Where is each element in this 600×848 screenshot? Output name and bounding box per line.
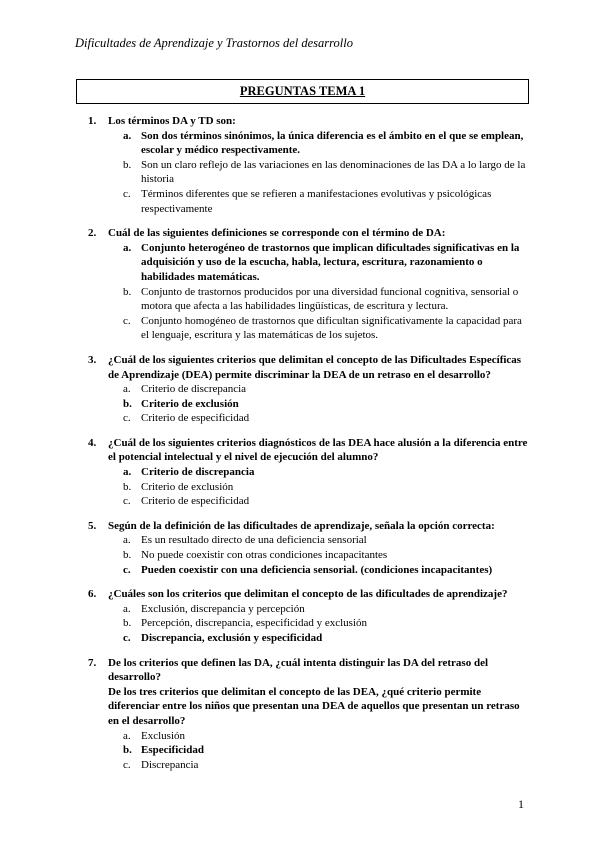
option-list xyxy=(108,533,528,577)
question-item xyxy=(88,519,528,577)
option-item xyxy=(108,494,528,509)
option-text: Criterio de discrepancia xyxy=(141,383,247,396)
option-text: Términos diferentes que se refieren a manifestaciones evolutivas y psicológicas respectivamente xyxy=(141,187,492,215)
option-text: Criterio de especificidad xyxy=(141,412,250,425)
option-list xyxy=(108,729,528,773)
option-text: Conjunto homogéneo de trastornos que dificultan significativamente la capacidad para el lenguaje, escritura y las matemáticas de los sujetos. xyxy=(141,314,522,342)
option-item xyxy=(108,533,528,548)
option-letter: b. xyxy=(123,397,132,410)
question-text: Según de la definición de las dificultades de aprendizaje, señala la opción correcta: xyxy=(108,519,495,532)
question-body xyxy=(108,436,528,509)
option-text: No puede coexistir con otras condiciones incapacitantes xyxy=(141,549,388,562)
question-body xyxy=(108,353,528,426)
option-text: Son un claro reflejo de las variaciones en las denominaciones de las DA a lo largo de la historia xyxy=(141,158,526,186)
question-number: 5. xyxy=(88,519,97,532)
page-title: PREGUNTAS TEMA 1 xyxy=(239,84,366,98)
question-item xyxy=(88,353,528,426)
option-text: Percepción, discrepancia, especificidad y exclusión xyxy=(141,617,368,630)
question-number: 7. xyxy=(88,656,97,669)
question-number: 3. xyxy=(88,353,97,366)
option-letter: b. xyxy=(123,285,132,298)
question-item xyxy=(88,114,528,216)
option-text: Discrepancia xyxy=(141,758,199,771)
option-letter: b. xyxy=(123,617,132,630)
option-letter: a. xyxy=(123,729,131,742)
question-item xyxy=(88,587,528,645)
running-header: Dificultades de Aprendizaje y Trastornos del desarrollo xyxy=(75,36,354,50)
question-text: ¿Cuál de los siguientes criterios que delimitan el concepto de las Dificultades Específicas de Aprendizaje (DEA) permite discriminar la DEA de un retraso en el desarrollo? xyxy=(108,353,522,381)
correct-option xyxy=(108,129,528,158)
question-body xyxy=(108,587,528,645)
option-item xyxy=(108,285,528,314)
option-item xyxy=(108,616,528,631)
option-list xyxy=(108,602,528,646)
option-text: Es un resultado directo de una deficiencia sensorial xyxy=(141,534,367,547)
page-number: 1 xyxy=(518,797,524,811)
question-item xyxy=(88,226,528,343)
question-text-alt: De los tres criterios que delimitan el concepto de las DEA, ¿qué criterio permite diferenciar entre los niños que presentan una DEA de aquellos que presentan un retraso en el desarrollo? xyxy=(108,685,520,727)
option-text: Conjunto de trastornos producidos por una diversidad funcional cognitiva, sensorial o motora que afecta a las habilidades lingüísticas, de escritura y lectura. xyxy=(141,285,519,313)
question-number: 2. xyxy=(88,227,97,240)
question-text: ¿Cuál de los siguientes criterios diagnósticos de las DEA hace alusión a la diferencia entre el potencial intelectual y el nivel de ejecución del alumno? xyxy=(108,436,528,464)
option-text: Criterio de especificidad xyxy=(141,495,250,508)
option-item xyxy=(108,187,528,216)
option-letter: c. xyxy=(123,412,131,425)
option-text: Exclusión xyxy=(141,729,185,742)
option-text: Criterio de exclusión xyxy=(141,480,234,493)
option-text: Criterio de discrepancia xyxy=(141,466,255,479)
option-item xyxy=(108,729,528,744)
question-number: 1. xyxy=(88,115,97,127)
option-item xyxy=(108,158,528,187)
option-text: Discrepancia, exclusión y especificidad xyxy=(141,632,323,644)
option-text: Exclusión, discrepancia y percepción xyxy=(141,602,305,615)
option-letter: a. xyxy=(123,383,131,396)
question-item xyxy=(88,656,528,773)
correct-option xyxy=(108,743,528,758)
option-text: Pueden coexistir con una deficiencia sensorial. (condiciones incapacitantes) xyxy=(141,563,493,576)
option-item xyxy=(108,480,528,495)
question-text: Los términos DA y TD son: xyxy=(108,115,236,127)
option-text: Conjunto heterogéneo de trastornos que implican dificultades significativas en la adquisición y uso de la escucha, habla, lectura, escritura, razonamiento o habilidades matemáticas. xyxy=(141,241,520,283)
option-item xyxy=(108,602,528,617)
option-list xyxy=(108,129,528,217)
correct-option xyxy=(108,241,528,285)
option-letter: b. xyxy=(123,158,132,171)
question-number: 6. xyxy=(88,588,97,601)
option-letter: b. xyxy=(123,480,132,493)
option-letter: c. xyxy=(123,495,131,508)
question-body xyxy=(108,656,528,773)
option-letter: a. xyxy=(123,129,132,142)
option-letter: b. xyxy=(123,744,132,757)
option-list xyxy=(108,382,528,426)
question-body xyxy=(108,114,528,216)
question-item xyxy=(88,436,528,509)
option-text: Criterio de exclusión xyxy=(141,397,239,410)
option-letter: c. xyxy=(123,563,131,576)
correct-option xyxy=(108,397,528,412)
correct-option xyxy=(108,465,528,480)
option-letter: a. xyxy=(123,602,131,615)
option-list xyxy=(108,465,528,509)
title-box xyxy=(76,79,529,104)
correct-option xyxy=(108,631,528,646)
option-item xyxy=(108,548,528,563)
option-list xyxy=(108,241,528,343)
question-list xyxy=(88,114,528,782)
option-letter: c. xyxy=(123,187,131,200)
option-item xyxy=(108,758,528,773)
option-letter: c. xyxy=(123,632,131,644)
question-number: 4. xyxy=(88,436,97,449)
option-item xyxy=(108,382,528,397)
option-text: Especificidad xyxy=(141,744,204,757)
option-letter: a. xyxy=(123,534,131,547)
option-letter: b. xyxy=(123,549,132,562)
option-letter: a. xyxy=(123,241,132,254)
option-letter: c. xyxy=(123,314,131,327)
correct-option xyxy=(108,563,528,578)
question-body xyxy=(108,226,528,343)
question-text: ¿Cuáles son los criterios que delimitan el concepto de las dificultades de aprendizaje? xyxy=(108,588,508,601)
option-text: Son dos términos sinónimos, la única diferencia es el ámbito en el que se emplean, escolar y médico respectivamente. xyxy=(141,129,524,157)
option-item xyxy=(108,314,528,343)
option-letter: c. xyxy=(123,758,131,771)
question-body xyxy=(108,519,528,577)
option-item xyxy=(108,411,528,426)
option-letter: a. xyxy=(123,466,132,479)
question-text: Cuál de las siguientes definiciones se corresponde con el término de DA: xyxy=(108,227,446,240)
question-text: De los criterios que definen las DA, ¿cuál intenta distinguir las DA del retraso del desarrollo? xyxy=(108,656,489,684)
